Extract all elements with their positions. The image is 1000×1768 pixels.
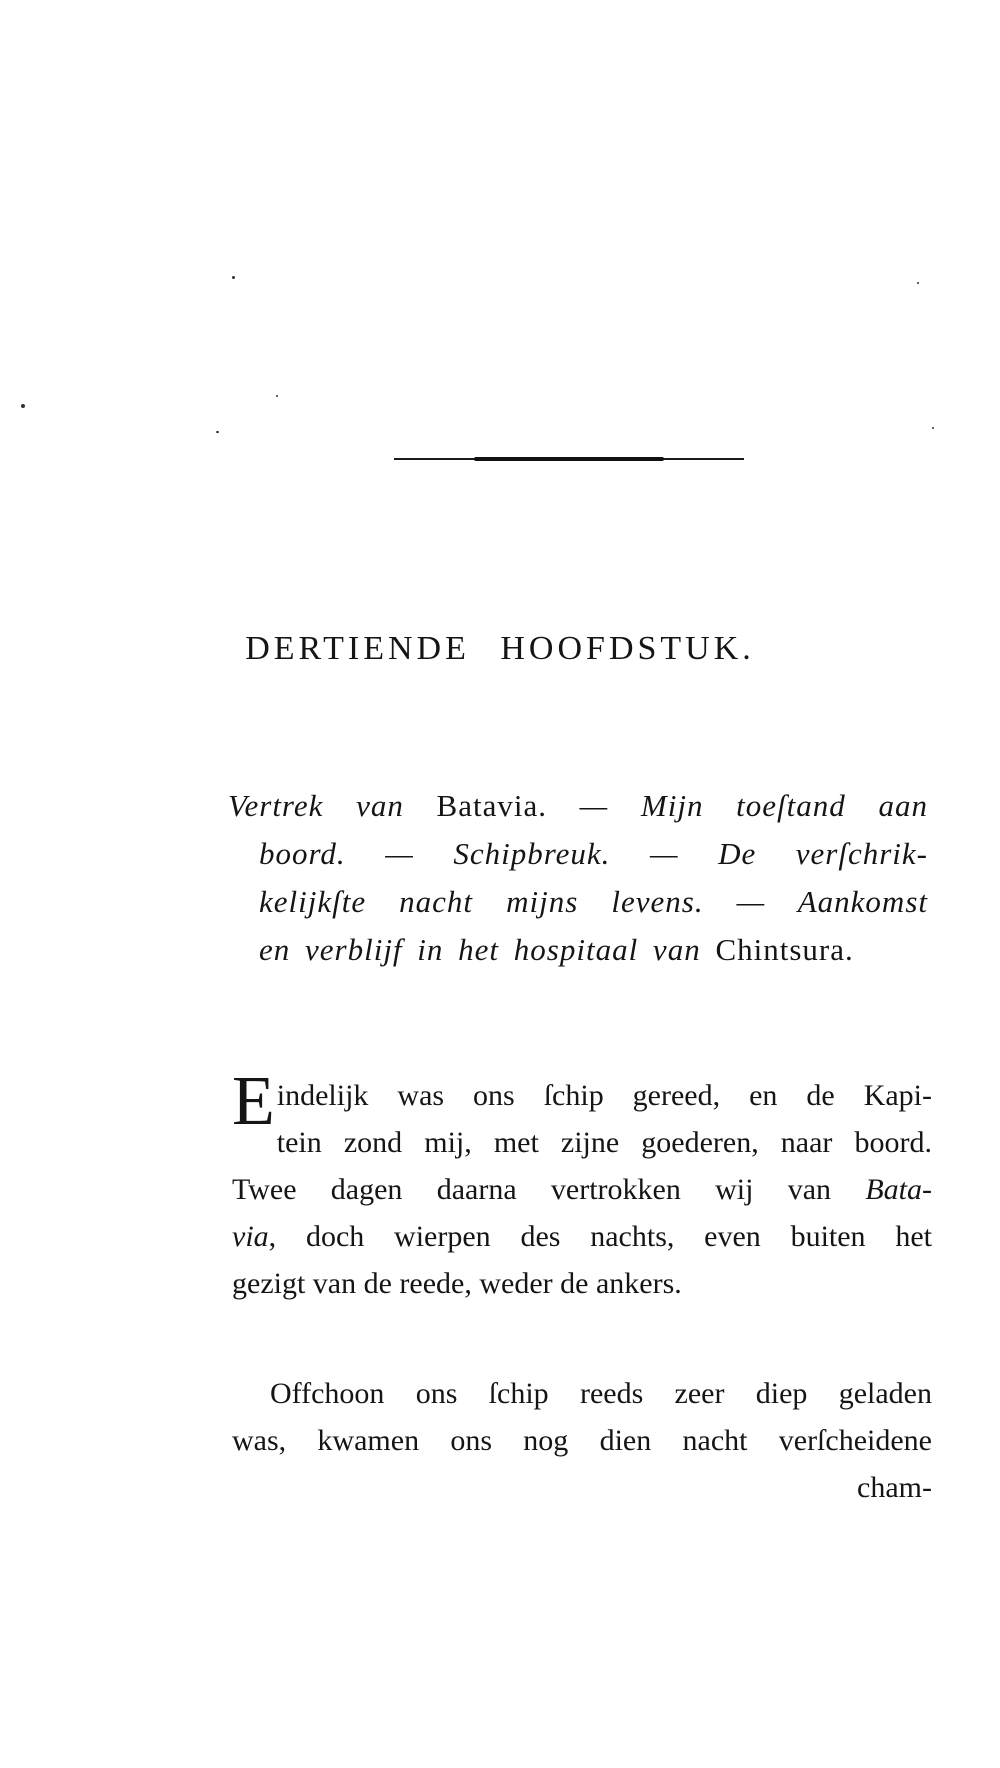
text-line: tein zond mij, met zijne goederen, naar boord. [276,1126,932,1159]
scan-speck [232,276,235,279]
chapter-title: DERTIENDE HOOFDSTUK. [245,630,755,667]
text-line: gezigt van de reede, weder de ankers. [232,1267,682,1300]
summary-italic: Vertrek van [228,788,404,823]
scan-speck [276,395,278,397]
summary-italic: kelijkſte nacht mijns levens. — Aankomst [259,884,928,919]
paragraph-2 [232,1370,932,1511]
text-line: indelijk was ons ſchip gereed, en de Kapi- [276,1079,932,1112]
text-segment: , doch wierpen des nachts, even buiten het [268,1220,932,1253]
summary-italic: — Mijn toeſtand aan [579,788,928,823]
summary-place: Batavia. [436,788,547,823]
headpiece-rule [394,457,744,461]
summary-place: Chintsura. [715,932,854,967]
rule-thick-center [474,457,664,461]
text-line [232,1166,932,1213]
paragraph-1 [232,1063,932,1307]
text-line [232,1213,932,1260]
summary-italic: en verblijf in het hospitaal van [259,932,701,967]
chapter-summary [228,782,928,974]
summary-line [259,926,928,974]
italic-place: Bata- [865,1173,932,1206]
text-segment: Twee dagen daarna vertrokken wij van [232,1173,832,1206]
catchword: cham- [857,1471,932,1504]
drop-cap: E [232,1063,275,1140]
text-line: was, kwamen ons nog dien nacht verſcheidene [232,1424,932,1457]
summary-italic: boord. — Schipbreuk. — De verſchrik- [259,836,928,871]
summary-line [259,830,928,878]
scan-speck [932,427,934,429]
summary-line [259,878,928,926]
italic-place: via [232,1220,269,1253]
scan-speck [21,404,25,408]
scan-speck [917,282,919,284]
summary-line [228,782,928,830]
text-line: Offchoon ons ſchip reeds zeer diep geladen [270,1377,932,1410]
scan-speck [216,431,219,433]
